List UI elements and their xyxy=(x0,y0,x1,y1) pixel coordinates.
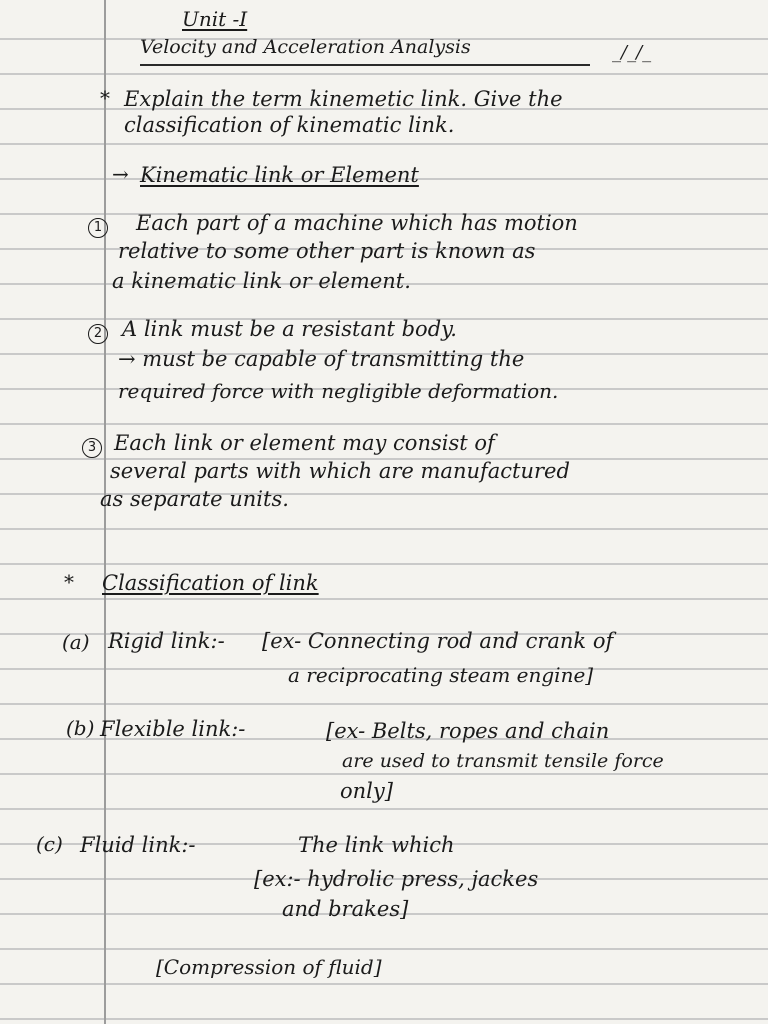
point-2-line-1: A link must be a resistant body. xyxy=(122,317,457,341)
kinematic-link-heading: Kinematic link or Element xyxy=(140,163,419,187)
fluid-line-2: [ex:- hydrolic press, jackes xyxy=(254,867,539,891)
point-1-line-1: Each part of a machine which has motion xyxy=(136,211,578,235)
date-field: _/_/_ xyxy=(612,42,652,63)
rigid-marker: (a) xyxy=(62,630,90,654)
page-title: Velocity and Acceleration Analysis xyxy=(140,36,471,58)
point-3-number: 3 xyxy=(82,432,102,458)
rigid-label: Rigid link:- xyxy=(108,629,225,653)
point-3-line-2: several parts with which are manufactured xyxy=(110,459,570,483)
rigid-line-1: [ex- Connecting rod and crank of xyxy=(262,629,614,653)
compression-note: [Compression of fluid] xyxy=(156,955,382,979)
flexible-label: Flexible link:- xyxy=(100,717,246,741)
title-underline xyxy=(140,64,590,66)
flexible-marker: (b) xyxy=(66,716,95,740)
flexible-line-2: are used to transmit tensile force xyxy=(342,750,664,772)
unit-heading: Unit -I xyxy=(182,7,248,31)
point-2-line-3: required force with negligible deformation. xyxy=(118,379,559,403)
fluid-label: Fluid link:- xyxy=(80,833,196,857)
fluid-line-1: The link which xyxy=(298,833,455,857)
point-3-line-1: Each link or element may consist of xyxy=(114,431,495,455)
classification-star: * xyxy=(64,570,74,594)
question-line-2: classification of kinematic link. xyxy=(124,113,455,137)
point-1-line-2: relative to some other part is known as xyxy=(118,239,536,263)
flexible-line-1: [ex- Belts, ropes and chain xyxy=(326,719,610,743)
point-3-line-3: as separate units. xyxy=(100,487,289,511)
point-1-line-3: a kinematic link or element. xyxy=(112,269,411,293)
question-star: * xyxy=(100,86,110,110)
point-2-number: 2 xyxy=(88,318,108,344)
fluid-marker: (c) xyxy=(36,832,63,856)
heading-arrow: → xyxy=(112,162,129,186)
point-1-number: 1 xyxy=(88,212,108,238)
classification-heading: Classification of link xyxy=(102,571,319,595)
rigid-line-2: a reciprocating steam engine] xyxy=(288,663,594,687)
margin-line xyxy=(104,0,106,1024)
question-line-1: Explain the term kinemetic link. Give the xyxy=(124,87,563,111)
point-2-line-2: → must be capable of transmitting the xyxy=(118,347,525,371)
fluid-line-3: and brakes] xyxy=(282,897,409,921)
flexible-line-3: only] xyxy=(340,779,393,803)
